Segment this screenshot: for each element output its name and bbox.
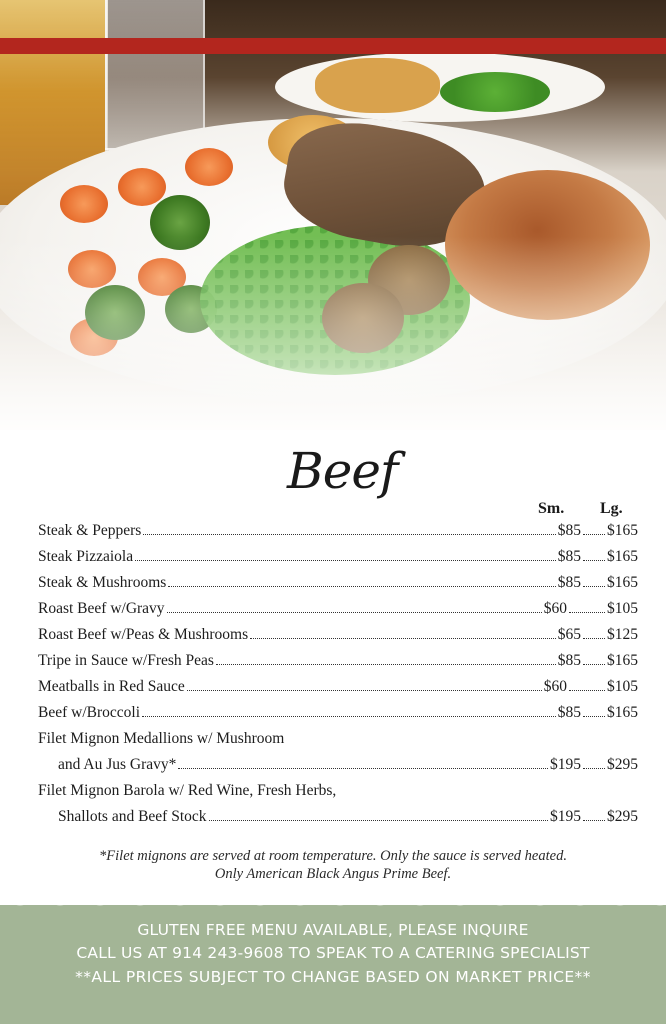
item-name: Beef w/Broccoli xyxy=(38,704,141,721)
dot-leader xyxy=(583,716,605,717)
column-header-small: Sm. xyxy=(538,500,565,517)
menu-item xyxy=(38,626,638,652)
section-title: Beef xyxy=(287,442,398,500)
dot-leader xyxy=(209,820,548,821)
price-small: $195 xyxy=(550,756,581,773)
dot-leader xyxy=(167,612,542,613)
catering-phone: CALL US AT 914 243-9608 TO SPEAK TO A CATERING SPECIALIST xyxy=(76,944,590,962)
dot-leader xyxy=(583,534,605,535)
menu-item xyxy=(38,574,638,600)
price-large: $125 xyxy=(607,626,638,643)
menu-item xyxy=(38,600,638,626)
dot-leader xyxy=(142,716,556,717)
price-disclaimer: **ALL PRICES SUBJECT TO CHANGE BASED ON MARKET PRICE** xyxy=(75,968,591,986)
price-large: $165 xyxy=(607,522,638,539)
dot-leader xyxy=(583,664,605,665)
price-large: $105 xyxy=(607,600,638,617)
price-small: $60 xyxy=(543,600,567,617)
item-name: Roast Beef w/Peas & Mushrooms xyxy=(38,626,249,643)
price-large: $165 xyxy=(607,548,638,565)
item-name: Tripe in Sauce w/Fresh Peas xyxy=(38,652,214,669)
dot-leader xyxy=(168,586,555,587)
dot-leader xyxy=(583,560,605,561)
price-small: $85 xyxy=(557,652,581,669)
item-name: Filet Mignon Medallions w/ Mushroom xyxy=(38,730,285,747)
dot-leader xyxy=(583,638,605,639)
menu-list xyxy=(38,522,638,834)
dot-leader xyxy=(583,820,605,821)
accent-bar xyxy=(0,38,666,54)
menu-item xyxy=(38,704,638,730)
price-small: $60 xyxy=(543,678,567,695)
dot-leader xyxy=(569,690,605,691)
menu-item-continued xyxy=(38,808,638,834)
dot-leader xyxy=(250,638,556,639)
footer-banner xyxy=(0,905,666,1024)
price-large: $295 xyxy=(607,756,638,773)
price-small: $65 xyxy=(557,626,581,643)
price-small: $195 xyxy=(550,808,581,825)
footnote-serving: *Filet mignons are served at room temperature. Only the sauce is served heated. xyxy=(99,848,567,864)
menu-item xyxy=(38,730,638,756)
price-small: $85 xyxy=(557,548,581,565)
item-name-continued: Shallots and Beef Stock xyxy=(58,808,207,825)
hero-food-photo xyxy=(0,0,666,430)
dot-leader xyxy=(135,560,556,561)
item-name: Roast Beef w/Gravy xyxy=(38,600,165,617)
dot-leader xyxy=(583,586,605,587)
item-name: Steak Pizzaiola xyxy=(38,548,134,565)
footnote-beef-grade: Only American Black Angus Prime Beef. xyxy=(214,866,452,882)
menu-item-continued xyxy=(38,756,638,782)
menu-item xyxy=(38,522,638,548)
dot-leader xyxy=(187,690,542,691)
price-small: $85 xyxy=(557,522,581,539)
item-name: Steak & Peppers xyxy=(38,522,142,539)
price-large: $165 xyxy=(607,704,638,721)
price-large: $105 xyxy=(607,678,638,695)
item-name: Meatballs in Red Sauce xyxy=(38,678,185,695)
price-large: $165 xyxy=(607,574,638,591)
menu-item xyxy=(38,782,638,808)
price-small: $85 xyxy=(557,704,581,721)
dot-leader xyxy=(569,612,605,613)
item-name: Filet Mignon Barola w/ Red Wine, Fresh Herbs, xyxy=(38,782,337,799)
dot-leader xyxy=(216,664,556,665)
menu-item xyxy=(38,548,638,574)
dot-leader xyxy=(143,534,555,535)
column-header-large: Lg. xyxy=(600,500,623,517)
brush-edge xyxy=(0,899,666,911)
item-name-continued: and Au Jus Gravy* xyxy=(58,756,177,773)
gluten-free-notice: GLUTEN FREE MENU AVAILABLE, PLEASE INQUIRE xyxy=(137,921,529,939)
menu-item xyxy=(38,652,638,678)
photo-fade xyxy=(0,0,666,430)
dot-leader xyxy=(178,768,548,769)
item-name: Steak & Mushrooms xyxy=(38,574,167,591)
price-small: $85 xyxy=(557,574,581,591)
price-large: $165 xyxy=(607,652,638,669)
menu-item xyxy=(38,678,638,704)
price-large: $295 xyxy=(607,808,638,825)
dot-leader xyxy=(583,768,605,769)
